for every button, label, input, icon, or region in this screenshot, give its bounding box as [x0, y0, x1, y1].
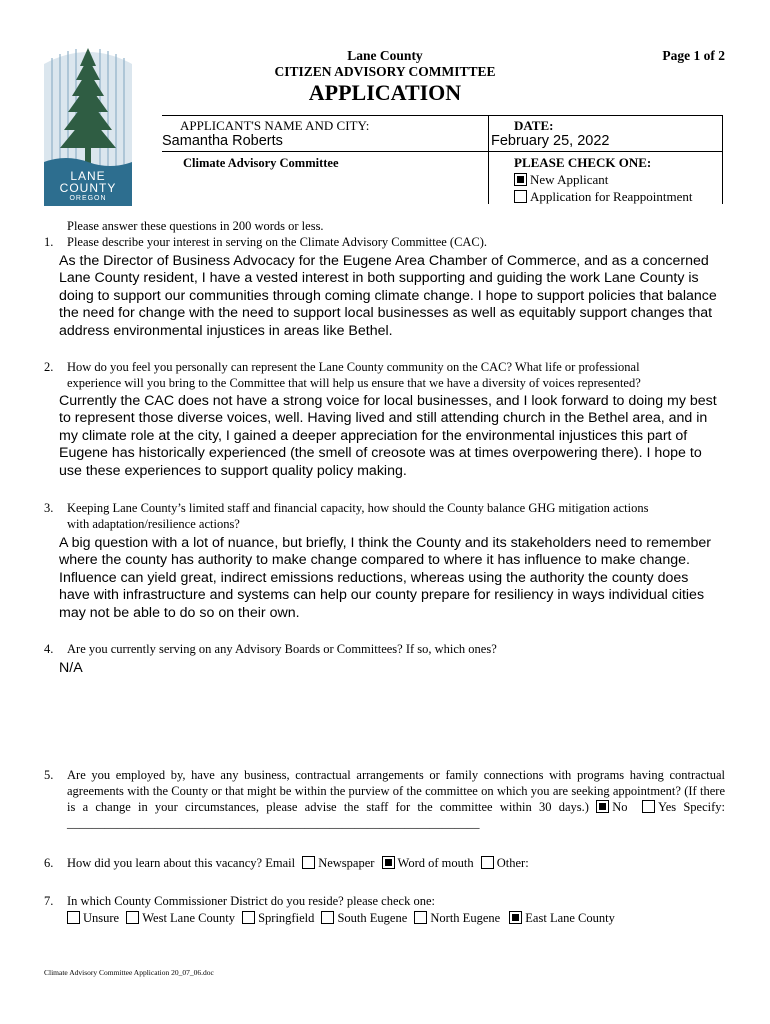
question-7-text: In which County Commissioner District do you reside? please check one:: [67, 894, 435, 908]
page-title: APPLICATION: [308, 80, 462, 105]
question-3-text-line1: Keeping Lane County’s limited staff and financial capacity, how should the County balance GHG mitigation actions: [67, 501, 649, 515]
south-eugene-label: South Eugene: [337, 911, 408, 925]
word-of-mouth-label: Word of mouth: [397, 856, 474, 870]
lane-county-logo: [44, 44, 132, 206]
date-label: DATE:: [514, 118, 554, 133]
question-4-answer[interactable]: N/A: [59, 660, 83, 676]
question-3-text-line2: with adaptation/resilience actions?: [67, 517, 240, 531]
question-5-block: [67, 767, 725, 831]
east-lane-county-label: East Lane County: [525, 911, 615, 925]
west-lane-county-checkbox[interactable]: [126, 911, 139, 924]
question-2-text-line2: experience will you bring to the Committee that will help us ensure that we have a diversity of voices represented?: [67, 376, 641, 390]
west-lane-county-label: West Lane County: [142, 911, 235, 925]
question-2-text-line1: How do you feel you personally can represent the Lane County community on the CAC? What life or professional: [67, 360, 640, 374]
logo-text-oregon: OREGON: [69, 195, 107, 202]
footer-filename: Climate Advisory Committee Application 20_07_06.doc: [44, 968, 214, 977]
new-applicant-label: New Applicant: [530, 172, 609, 187]
header-committee: CITIZEN ADVISORY COMMITTEE: [274, 64, 496, 79]
applicant-box-midline: [162, 151, 723, 152]
reappointment-label: Application for Reappointment: [530, 189, 693, 204]
word-of-mouth-checkbox[interactable]: [481, 856, 494, 869]
south-eugene-checkbox[interactable]: [321, 911, 334, 924]
springfield-checkbox[interactable]: [242, 911, 255, 924]
option-reappointment[interactable]: [514, 189, 692, 205]
applicant-name-label: APPLICANT'S NAME AND CITY:: [180, 118, 370, 133]
reappointment-checkbox[interactable]: [514, 190, 527, 203]
question-1-number: 1.: [44, 235, 54, 249]
north-eugene-checkbox[interactable]: [414, 911, 427, 924]
date-field[interactable]: February 25, 2022: [491, 133, 610, 149]
question-7-number: 7.: [44, 894, 54, 908]
question-6-number: 6.: [44, 856, 54, 870]
question-5-number: 5.: [44, 768, 54, 782]
instructions: Please answer these questions in 200 words or less.: [67, 219, 324, 233]
question-2-number: 2.: [44, 360, 54, 374]
district-options: [67, 910, 615, 926]
header-county: Lane County: [347, 48, 423, 63]
question-3-number: 3.: [44, 501, 54, 515]
specify-line[interactable]: __________________________________________________________________: [67, 816, 480, 830]
no-checkbox[interactable]: [596, 800, 609, 813]
east-lane-county-checkbox[interactable]: [509, 911, 522, 924]
unsure-checkbox[interactable]: [67, 911, 80, 924]
email-checkbox[interactable]: [302, 856, 315, 869]
option-new-applicant[interactable]: [514, 172, 608, 188]
applicant-box-divider: [488, 115, 489, 204]
committee-name: Climate Advisory Committee: [183, 156, 339, 170]
page-number: Page 1 of 2: [662, 48, 725, 63]
yes-checkbox[interactable]: [642, 800, 655, 813]
check-one-label: PLEASE CHECK ONE:: [514, 155, 652, 170]
other-label: Other:: [496, 856, 529, 870]
newspaper-checkbox[interactable]: [382, 856, 395, 869]
question-1-answer[interactable]: As the Director of Business Advocacy for the Eugene Area Chamber of Commerce, and as a concerned Lane County resident, I have a vested interest in both supporting and guiding the work Lane County is doing to support our communities through coming climate change. I hope to support policies that balance the need for change with the need to support local businesses as well as equitably support changes that address environmental injustices in areas like Bethel.: [59, 253, 717, 339]
question-5-text: Are you employed by, have any business, contractual arrangements or family connections with programs having contractual agreements with the County or that might be within the purview of the committee on which you are seeking appointment? (If there is a change in your circumstances, please advise the staff for the committee within 30 days.): [67, 768, 725, 814]
question-2-answer[interactable]: Currently the CAC does not have a strong voice for local businesses, and I look forward to doing my best to represent those diverse voices, well. Having lived and still attending church in the Bethel area, and in my climate role at the city, I gained a deeper appreciation for the environmental injustices this part of Eugene has historically experienced (the smell of creosote was at times overpowering there). I hope to use these experiences to support quality policy making.: [59, 393, 717, 479]
newspaper-label: Newspaper: [318, 856, 375, 870]
question-6-text: How did you learn about this vacancy? Email: [67, 856, 296, 870]
north-eugene-label: North Eugene: [430, 911, 501, 925]
question-3-answer[interactable]: A big question with a lot of nuance, but briefly, I think the County and its stakeholders need to remember where the county has authority to make change compared to where it has influence to make change. Influence can yield great, indirect emissions reductions, whereas using the authority the county does have with infrastructure and systems can help our county prepare for resiliency in ways individual cities may not be able to do so on their own.: [59, 535, 711, 621]
question-4-text: Are you currently serving on any Advisory Boards or Committees? If so, which ones?: [67, 642, 497, 656]
question-4-number: 4.: [44, 642, 54, 656]
no-label: No: [612, 800, 628, 814]
springfield-label: Springfield: [258, 911, 315, 925]
yes-specify-label: Yes Specify:: [657, 800, 726, 814]
new-applicant-checkbox[interactable]: [514, 173, 527, 186]
logo-text-county: COUNTY: [59, 181, 117, 195]
unsure-label: Unsure: [83, 911, 120, 925]
applicant-name-field[interactable]: Samantha Roberts: [162, 133, 283, 149]
question-6-row: [67, 855, 529, 871]
question-1-text: Please describe your interest in serving on the Climate Advisory Committee (CAC).: [67, 235, 488, 249]
logo-text-lane: LANE: [70, 169, 106, 183]
